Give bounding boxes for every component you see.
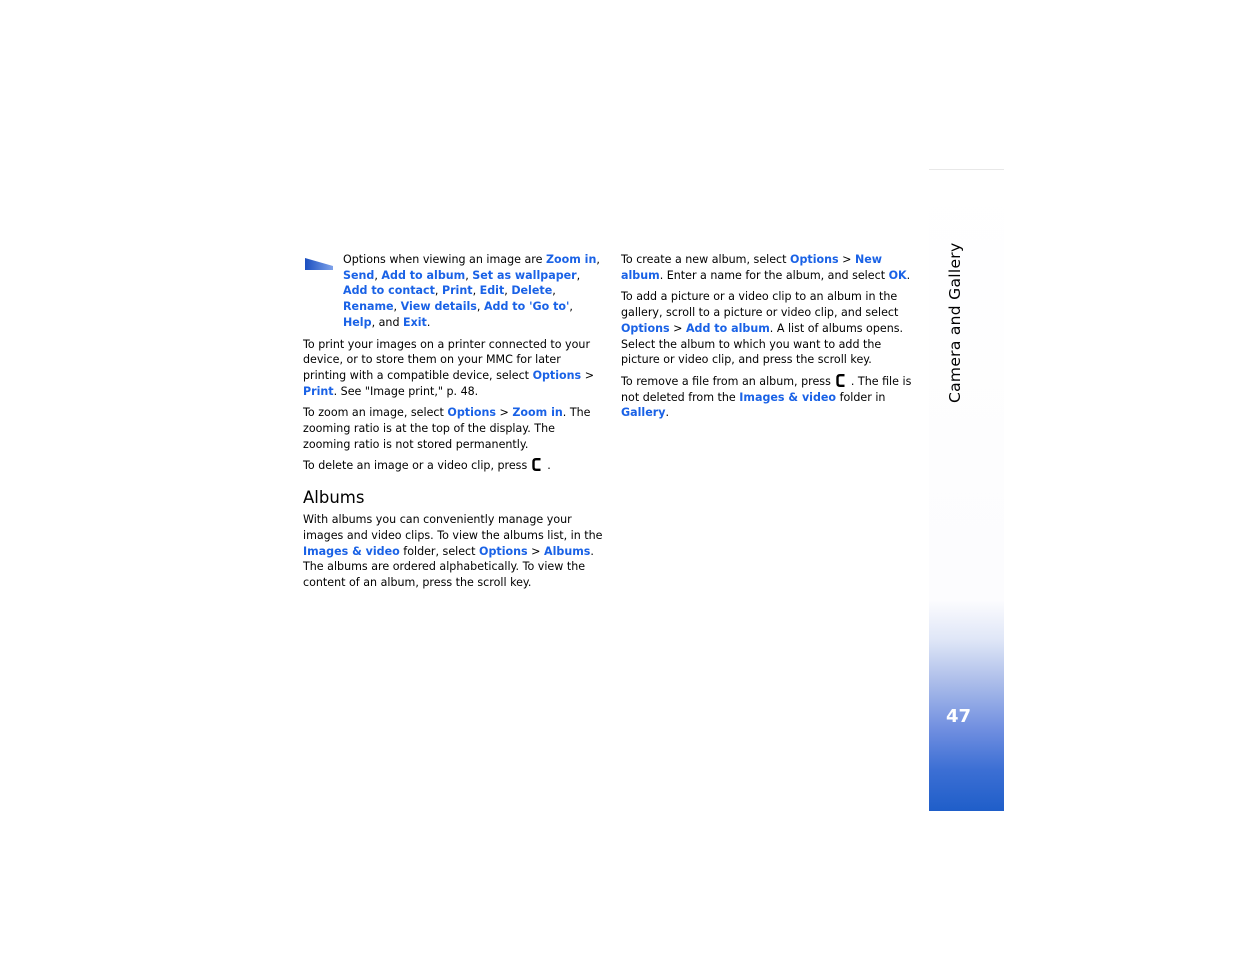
- menu-send: Send: [343, 268, 375, 282]
- body-text: folder in: [836, 390, 886, 404]
- menu-add-to-album: Add to album: [685, 321, 770, 335]
- sep: ,: [596, 253, 600, 266]
- sep: >: [669, 321, 686, 335]
- menu-options: Options: [447, 406, 496, 420]
- sep: ,: [472, 284, 480, 298]
- sep: .: [426, 315, 431, 329]
- menu-rename: Rename: [343, 300, 394, 314]
- folder-images-video: Images & video: [739, 390, 837, 404]
- sep: ,: [393, 300, 401, 314]
- menu-options: Options: [621, 321, 670, 335]
- body-text: With albums you can conveniently manage your images and video clips. To view the albums list, in the: [303, 513, 603, 542]
- menu-print: Print: [303, 384, 334, 398]
- sep: ,: [476, 300, 484, 314]
- app-gallery: Gallery: [621, 406, 666, 420]
- menu-delete: Delete: [511, 284, 553, 298]
- body-text: To add a picture or a video clip to an album in the gallery, scroll to a picture or video clip, and select: [621, 290, 899, 320]
- print-paragraph: [303, 337, 605, 400]
- create-album-paragraph: [621, 252, 923, 283]
- sep: ,: [434, 284, 442, 298]
- albums-heading: Albums: [303, 488, 365, 508]
- sep: ,: [552, 284, 556, 298]
- body-text: . The albums are ordered alphabetically. To view the content of an album, press the scroll key.: [303, 544, 594, 589]
- sep: ,: [374, 268, 382, 282]
- sep: , and: [371, 315, 404, 329]
- menu-ok: OK: [888, 268, 907, 282]
- menu-exit: Exit: [403, 315, 427, 329]
- sep: >: [527, 544, 545, 558]
- tip-text: Options when viewing an image are: [343, 253, 546, 266]
- body-text: folder, select: [399, 544, 480, 558]
- sep: >: [838, 253, 855, 266]
- body-text: .: [665, 406, 669, 420]
- sep: >: [581, 368, 594, 382]
- delete-paragraph: [303, 458, 605, 474]
- folder-images-video: Images & video: [303, 544, 400, 558]
- menu-set-as-wallpaper: Set as wallpaper: [472, 268, 577, 282]
- sep: >: [496, 406, 513, 420]
- menu-edit: Edit: [479, 284, 505, 298]
- body-text: .: [906, 268, 911, 282]
- remove-paragraph: [621, 374, 923, 421]
- menu-zoom-in: Zoom in: [512, 406, 563, 420]
- right-column: [621, 252, 923, 427]
- sep: ,: [576, 268, 581, 282]
- page-number: 47: [946, 706, 972, 727]
- body-text: . A list of albums opens. Select the album to which you want to add the picture or video clip, and press the scroll key.: [621, 321, 904, 367]
- body-text: . The zooming ratio is at the top of the display. The zooming ratio is not stored permanently.: [303, 406, 591, 451]
- menu-add-to-album: Add to album: [381, 268, 466, 282]
- clear-key-icon: [532, 458, 542, 471]
- sep: ,: [569, 300, 573, 314]
- menu-albums: Albums: [544, 544, 591, 558]
- chapter-title: Camera and Gallery: [946, 242, 964, 403]
- menu-options: Options: [532, 368, 582, 382]
- body-text: To delete an image or a video clip, press: [303, 459, 528, 473]
- albums-paragraph: [303, 512, 605, 591]
- menu-options: Options: [790, 253, 839, 266]
- clear-key-icon: [836, 374, 846, 387]
- menu-help: Help: [343, 315, 372, 329]
- menu-options: Options: [479, 544, 528, 558]
- body-text: To remove a file from an album, press: [621, 374, 831, 388]
- body-text: To print your images on a printer connected to your device, or to store them on your MMC for later printing with a compatible device, select: [303, 337, 591, 382]
- body-text: . See "Image print," p. 48.: [333, 384, 479, 398]
- body-text: .: [547, 459, 551, 473]
- menu-zoom-in: Zoom in: [545, 253, 597, 266]
- left-column: [303, 252, 605, 597]
- tip-block: [303, 252, 605, 331]
- zoom-paragraph: [303, 405, 605, 452]
- menu-add-to-go-to: Add to 'Go to': [483, 300, 570, 314]
- add-to-album-paragraph: [621, 289, 923, 368]
- menu-print: Print: [441, 284, 473, 298]
- menu-add-to-contact: Add to contact: [343, 284, 435, 298]
- body-text: To create a new album, select: [621, 253, 791, 266]
- body-text: . Enter a name for the album, and select: [659, 268, 889, 282]
- menu-new-album: New album: [621, 253, 883, 282]
- tip-wedge-icon: [305, 258, 333, 270]
- sep: ,: [465, 268, 473, 282]
- sep: ,: [504, 284, 512, 298]
- menu-view-details: View details: [400, 300, 477, 314]
- body-text: . The file is not deleted from the: [621, 374, 912, 404]
- body-text: To zoom an image, select: [303, 406, 448, 420]
